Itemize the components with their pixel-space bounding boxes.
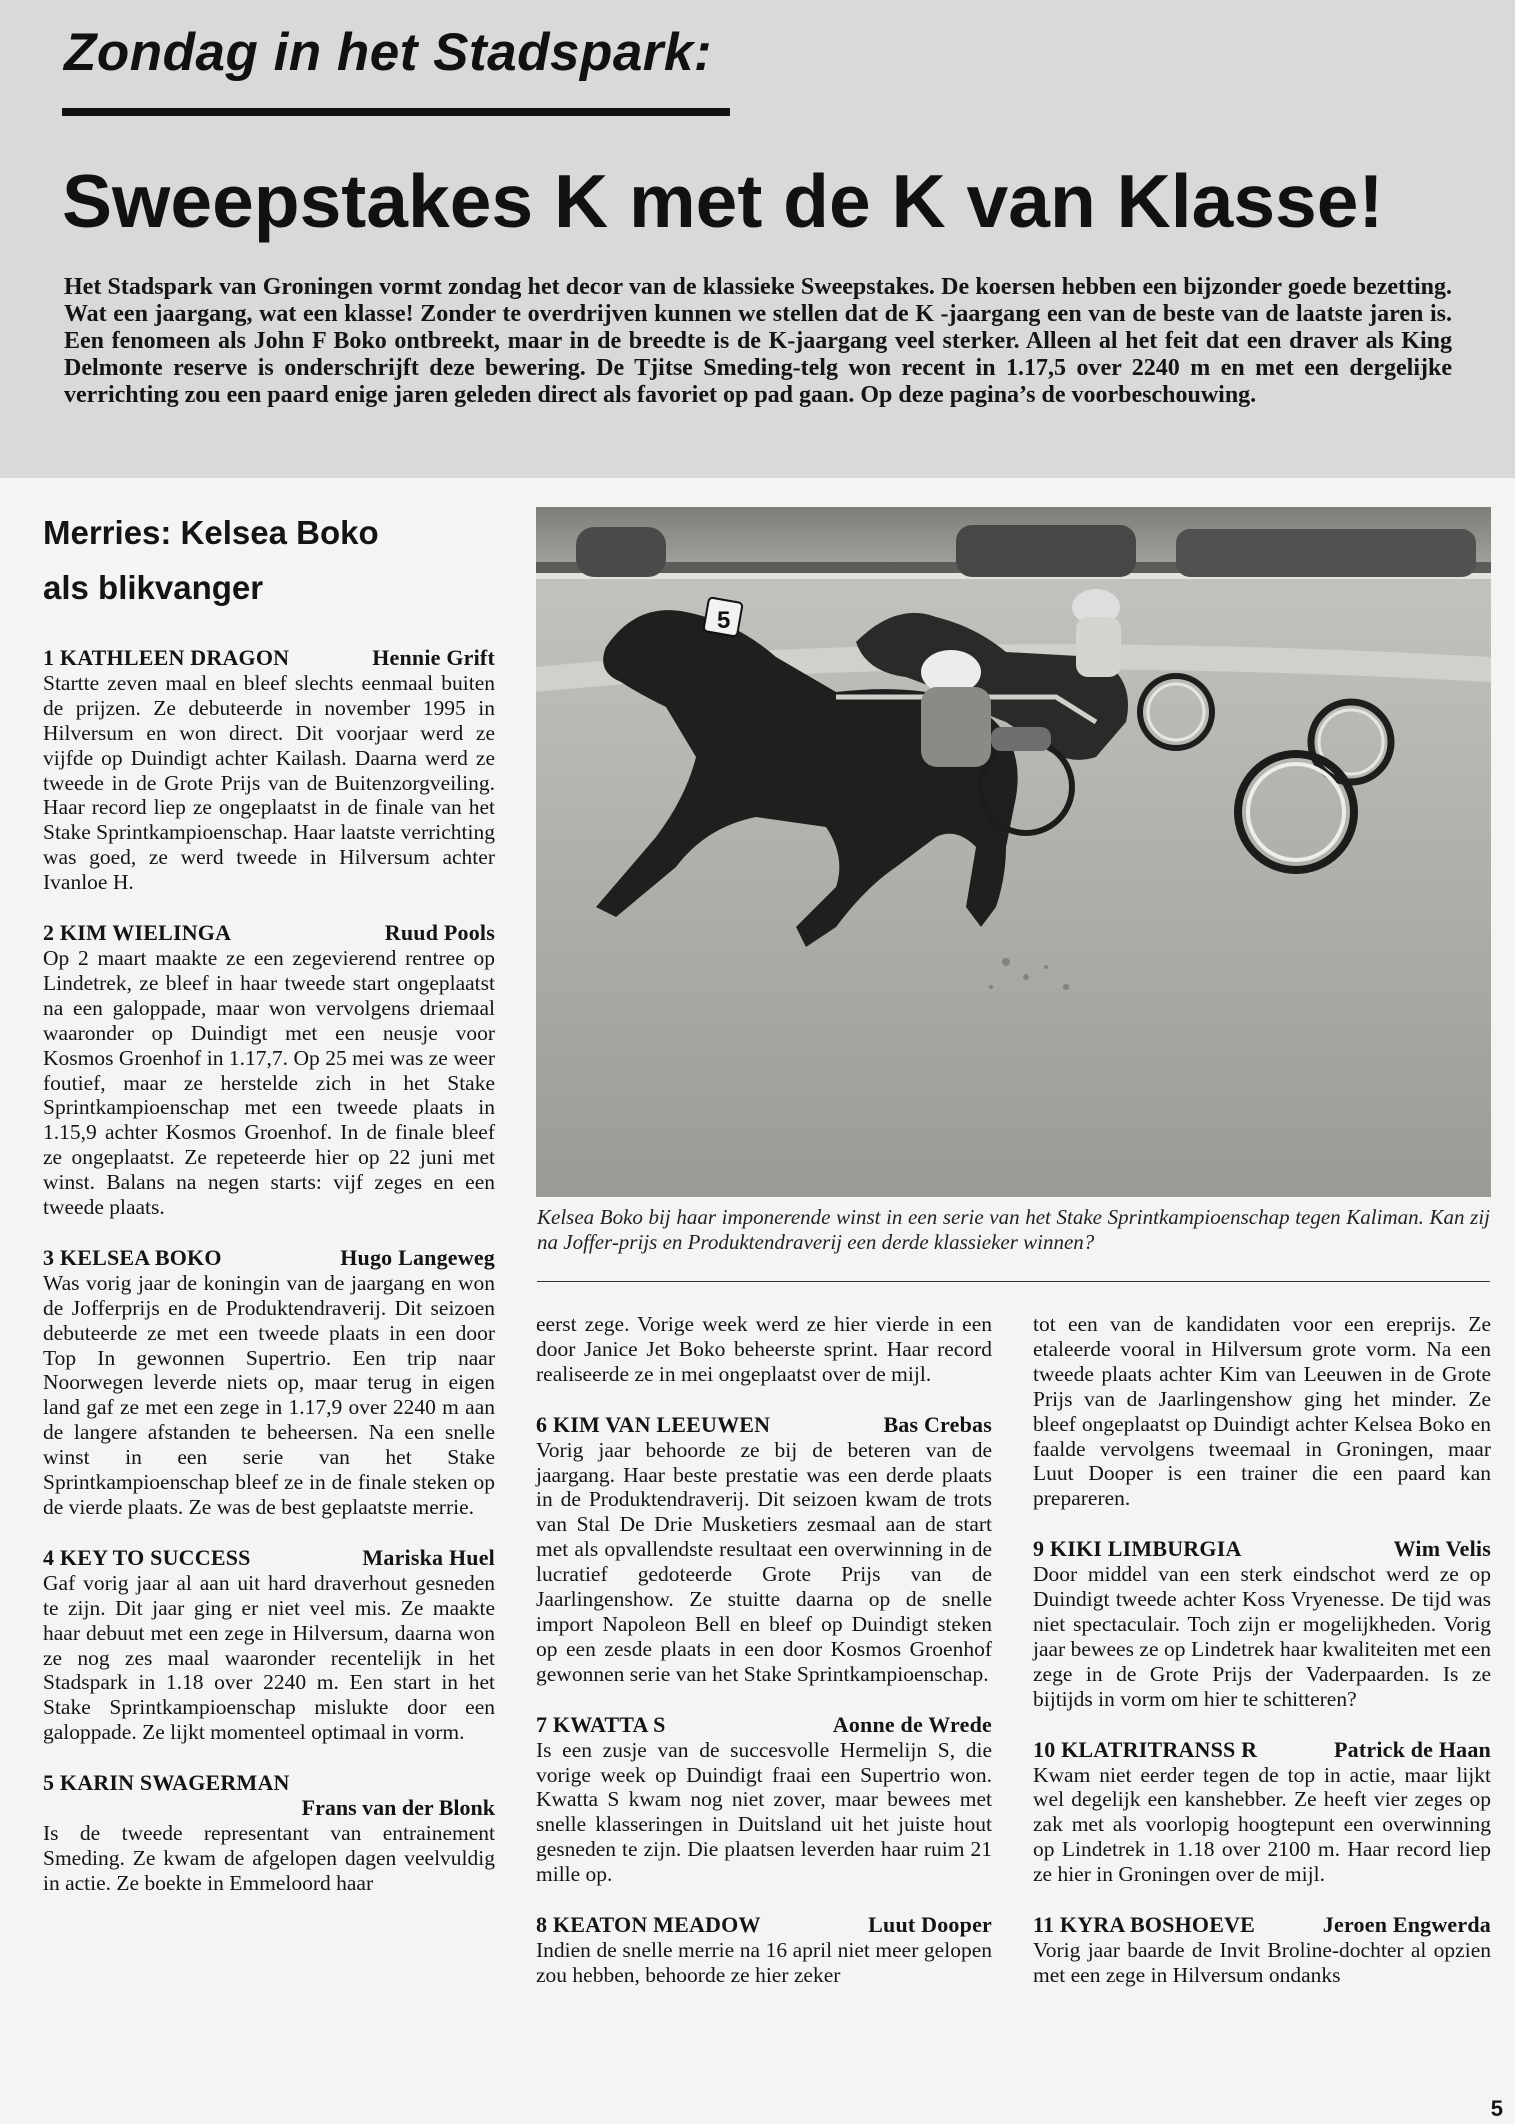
horse-entry-7 [536, 1713, 992, 1887]
horse-name: 8 KEATON MEADOW [536, 1912, 761, 1938]
horse-driver: Ruud Pools [384, 920, 495, 946]
horse-driver: Luut Dooper [868, 1912, 992, 1938]
horse-text: Startte zeven maal en bleef slechts eenmaal buiten de prijzen. Ze debuteerde in november 1995 in Hilversum en won direct. Dit voorjaar werd ze vijfde op Duindigt achter Kailash. Daarna werd ze tweede in de Grote Prijs van de Buitenzorgveiling. Haar record liep ze ongeplaatst in de finale van het Stake Sprintkampioenschap. Haar laatste verrichting was goed, ze werd tweede in Hilversum achter Ivanloe H. [43, 670, 495, 895]
horse-driver: Aonne de Wrede [832, 1711, 992, 1737]
horse-entry-11 [1033, 1913, 1491, 1988]
horse-name: 11 KYRA BOSHOEVE [1033, 1912, 1256, 1938]
section-title-line-1: Merries: Kelsea Boko [43, 514, 379, 551]
horse-text: Is de tweede representant van entrainement Smeding. Ze kwam de afgelopen dagen veelvuldig in actie. Ze boekte in Emmeloord haar [43, 1820, 495, 1895]
horse-text: eerst zege. Vorige week werd ze hier vierde in een door Janice Jet Boko beheerste sprint. Haar record realiseerde ze in mei ongeplaatst over de mijl. [536, 1312, 992, 1386]
horse-driver: Hennie Grift [372, 645, 495, 670]
horse-driver: Patrick de Haan [1334, 1736, 1491, 1762]
page-number: 5 [1490, 2096, 1503, 2121]
horse-text: Gaf vorig jaar al aan uit hard draverhout gesneden te zijn. Dit jaar ging er niet veel mis. Ze maakte haar debuut met een zege in Hilversum, daarna won ze nog zes maal waaronder recentelijk in het Stadspark in 1.18 over 2240 m. Een start in het Stake Sprintkampioenschap mislukte door een galoppade. Ze lijkt momenteel optimaal in vorm. [43, 1570, 495, 1745]
photo-caption: Kelsea Boko bij haar imponerende winst in een serie van het Stake Sprintkampioenschap tegen Kaliman. Kan zij na Joffer-prijs en Produktendraverij een derde klassieker winnen? [537, 1205, 1490, 1254]
saddle-number: 5 [717, 607, 731, 634]
column-middle [536, 1312, 992, 1988]
kicker-title: Zondag in het Stadspark: [64, 23, 713, 82]
horse-text: Kwam niet eerder tegen de top in actie, maar lijkt wel degelijk een kanshebber. Ze heeft vier zeges op zak met als voorlopig hoogtepunt een overwinning op Lindetrek in 1.18 over 2100 m. Haar record liep ze hier in Groningen over de mijl. [1033, 1762, 1491, 1887]
horse-entry-3 [43, 1246, 495, 1520]
horse-name: 6 KIM VAN LEEUWEN [536, 1411, 771, 1437]
horse-driver: Hugo Langeweg [340, 1244, 495, 1270]
horse-text: Vorig jaar baarde de Invit Broline-dochter al opzien met een zege in Hilversum ondanks [1033, 1937, 1491, 1987]
section-title-line-2: als blikvanger [43, 569, 264, 606]
horse-text: Was vorig jaar de koningin van de jaargang en won de Jofferprijs en de Produktendraverij. Dit seizoen debuteerde ze met een tweede plaats in een door Top In gewonnen Supertrio. Een trip naar Noorwegen leverde niets op, maar terug in eigen land gaf ze met een zege in 1.17,9 over 2240 m aan de langere afstanden te beheersen. Na een snelle winst in een serie van het Stake Sprintkampioenschap bleef ze in de finale steken op de vierde plaats. Ze was de best geplaatste merrie. [43, 1270, 495, 1519]
horse-name: 5 KARIN SWAGERMAN [43, 1770, 290, 1796]
race-photo-illustration [536, 507, 1491, 1197]
horse-entry-6 [536, 1413, 992, 1687]
header-band [0, 0, 1515, 478]
horse-entry-8-continued [1033, 1312, 1491, 1511]
section-title [43, 505, 503, 615]
caption-rule [537, 1281, 1490, 1282]
kicker-underline [62, 108, 730, 116]
horse-text: Indien de snelle merrie na 16 april niet meer gelopen zou hebben, behoorde ze hier zeker [536, 1937, 992, 1987]
race-photo [536, 507, 1491, 1197]
horse-name: 3 KELSEA BOKO [43, 1244, 222, 1270]
horse-driver: Wim Velis [1393, 1536, 1491, 1562]
horse-name: 2 KIM WIELINGA [43, 920, 232, 946]
intro-paragraph: Het Stadspark van Groningen vormt zondag het decor van de klassieke Sweepstakes. De koersen hebben een bijzonder goede bezetting. Wat een jaargang, wat een klasse! Zonder te overdrijven kunnen we stellen dat de K -jaargang een van de beste van de laatste jaren is. Een fenomeen als John F Boko ontbreekt, maar in de breedte is de K-jaargang veel sterker. Alleen al het feit dat een draver als King Delmonte reserve is onderschrijft deze bewering. De Tjitse Smeding-telg won recent in 1.17,5 over 2240 m en met een dergelijke verrichting zou een paard enige jaren geleden direct als favoriet op pad gaan. Op deze pagina’s de voorbeschouwing. [64, 274, 1452, 408]
horse-driver: Bas Crebas [883, 1411, 992, 1437]
horse-entry-5-continued [536, 1312, 992, 1387]
horse-name: 7 KWATTA S [536, 1711, 666, 1737]
horse-entry-10 [1033, 1738, 1491, 1887]
horse-entry-8 [536, 1913, 992, 1988]
column-left [43, 646, 495, 1896]
horse-name: 1 KATHLEEN DRAGON [43, 645, 290, 670]
horse-name: 9 KIKI LIMBURGIA [1033, 1536, 1242, 1562]
horse-entry-9 [1033, 1537, 1491, 1711]
horse-entry-1 [43, 646, 495, 895]
horse-driver: Mariska Huel [362, 1544, 495, 1570]
headline: Sweepstakes K met de K van Klasse! [62, 159, 1384, 243]
horse-name: 4 KEY TO SUCCESS [43, 1544, 251, 1570]
horse-text: Op 2 maart maakte ze een zegevierend rentree op Lindetrek, ze bleef in haar tweede start ongeplaatst na een galoppade, maar won vervolgens driemaal waaronder op Duindigt met een neusje voor Kosmos Groenhof in 1.17,7. Op 25 mei was ze weer foutief, maar ze herstelde zich in het Stake Sprintkampioenschap met een tweede plaats in 1.15,9 achter Kosmos Groenhof. In de finale bleef ze ongeplaatst. Ze repeteerde hier op 22 juni met winst. Balans na negen starts: vijf zeges en een tweede plaats. [43, 945, 495, 1220]
horse-text: Is een zusje van de succesvolle Hermelijn S, die vorige week op Duindigt fraai een Supertrio won. Kwatta S kwam nog niet zover, maar bewees met snelle klasseringen in Duitsland uit het juiste hout gesneden te zijn. Die plaatsen leverden haar ruim 21 mille op. [536, 1737, 992, 1887]
horse-entry-5 [43, 1771, 495, 1896]
horse-entry-2 [43, 921, 495, 1220]
horse-text: Vorig jaar behoorde ze bij de beteren van de jaargang. Haar beste prestatie was een derde plaats in de Produktendraverij. Dit seizoen kwam de trots van Stal De Drie Musketiers zesmaal aan de start met als opvallendste resultaat een overwinning in de lucratief gedoteerde Grote Prijs van de Jaarlingenshow. Ze stuitte daarna op de snelle import Napoleon Bell en bleef op Duindigt steken op een zesde plaats in een door Kosmos Groenhof gewonnen serie van het Stake Sprintkampioenschap. [536, 1437, 992, 1686]
horse-name: 10 KLATRITRANSS R [1033, 1736, 1258, 1762]
horse-entry-4 [43, 1546, 495, 1745]
column-right [1033, 1312, 1491, 1988]
horse-driver: Frans van der Blonk [301, 1795, 495, 1821]
horse-text: tot een van de kandidaten voor een ereprijs. Ze etaleerde vooral in Hilversum grote vorm. Na een tweede plaats achter Kim van Leeuwen in de Grote Prijs van de Jaarlingenshow ging het minder. Ze bleef ongeplaatst op Duindigt achter Kelsea Boko en faalde vervolgens tweemaal in Groningen, maar Luut Dooper is een trainer die een paard kan prepareren. [1033, 1312, 1491, 1511]
horse-driver: Jeroen Engwerda [1322, 1912, 1491, 1938]
horse-text: Door middel van een sterk eindschot werd ze op Duindigt tweede achter Koss Vryenesse. De tijd was niet spectaculair. Toch zijn er mogelijkheden. Vorig jaar bewees ze op Lindetrek haar kwaliteiten met een zege in de Grote Prijs der Vaderpaarden. Is ze bijtijds in vorm om hier te schitteren? [1033, 1562, 1491, 1711]
